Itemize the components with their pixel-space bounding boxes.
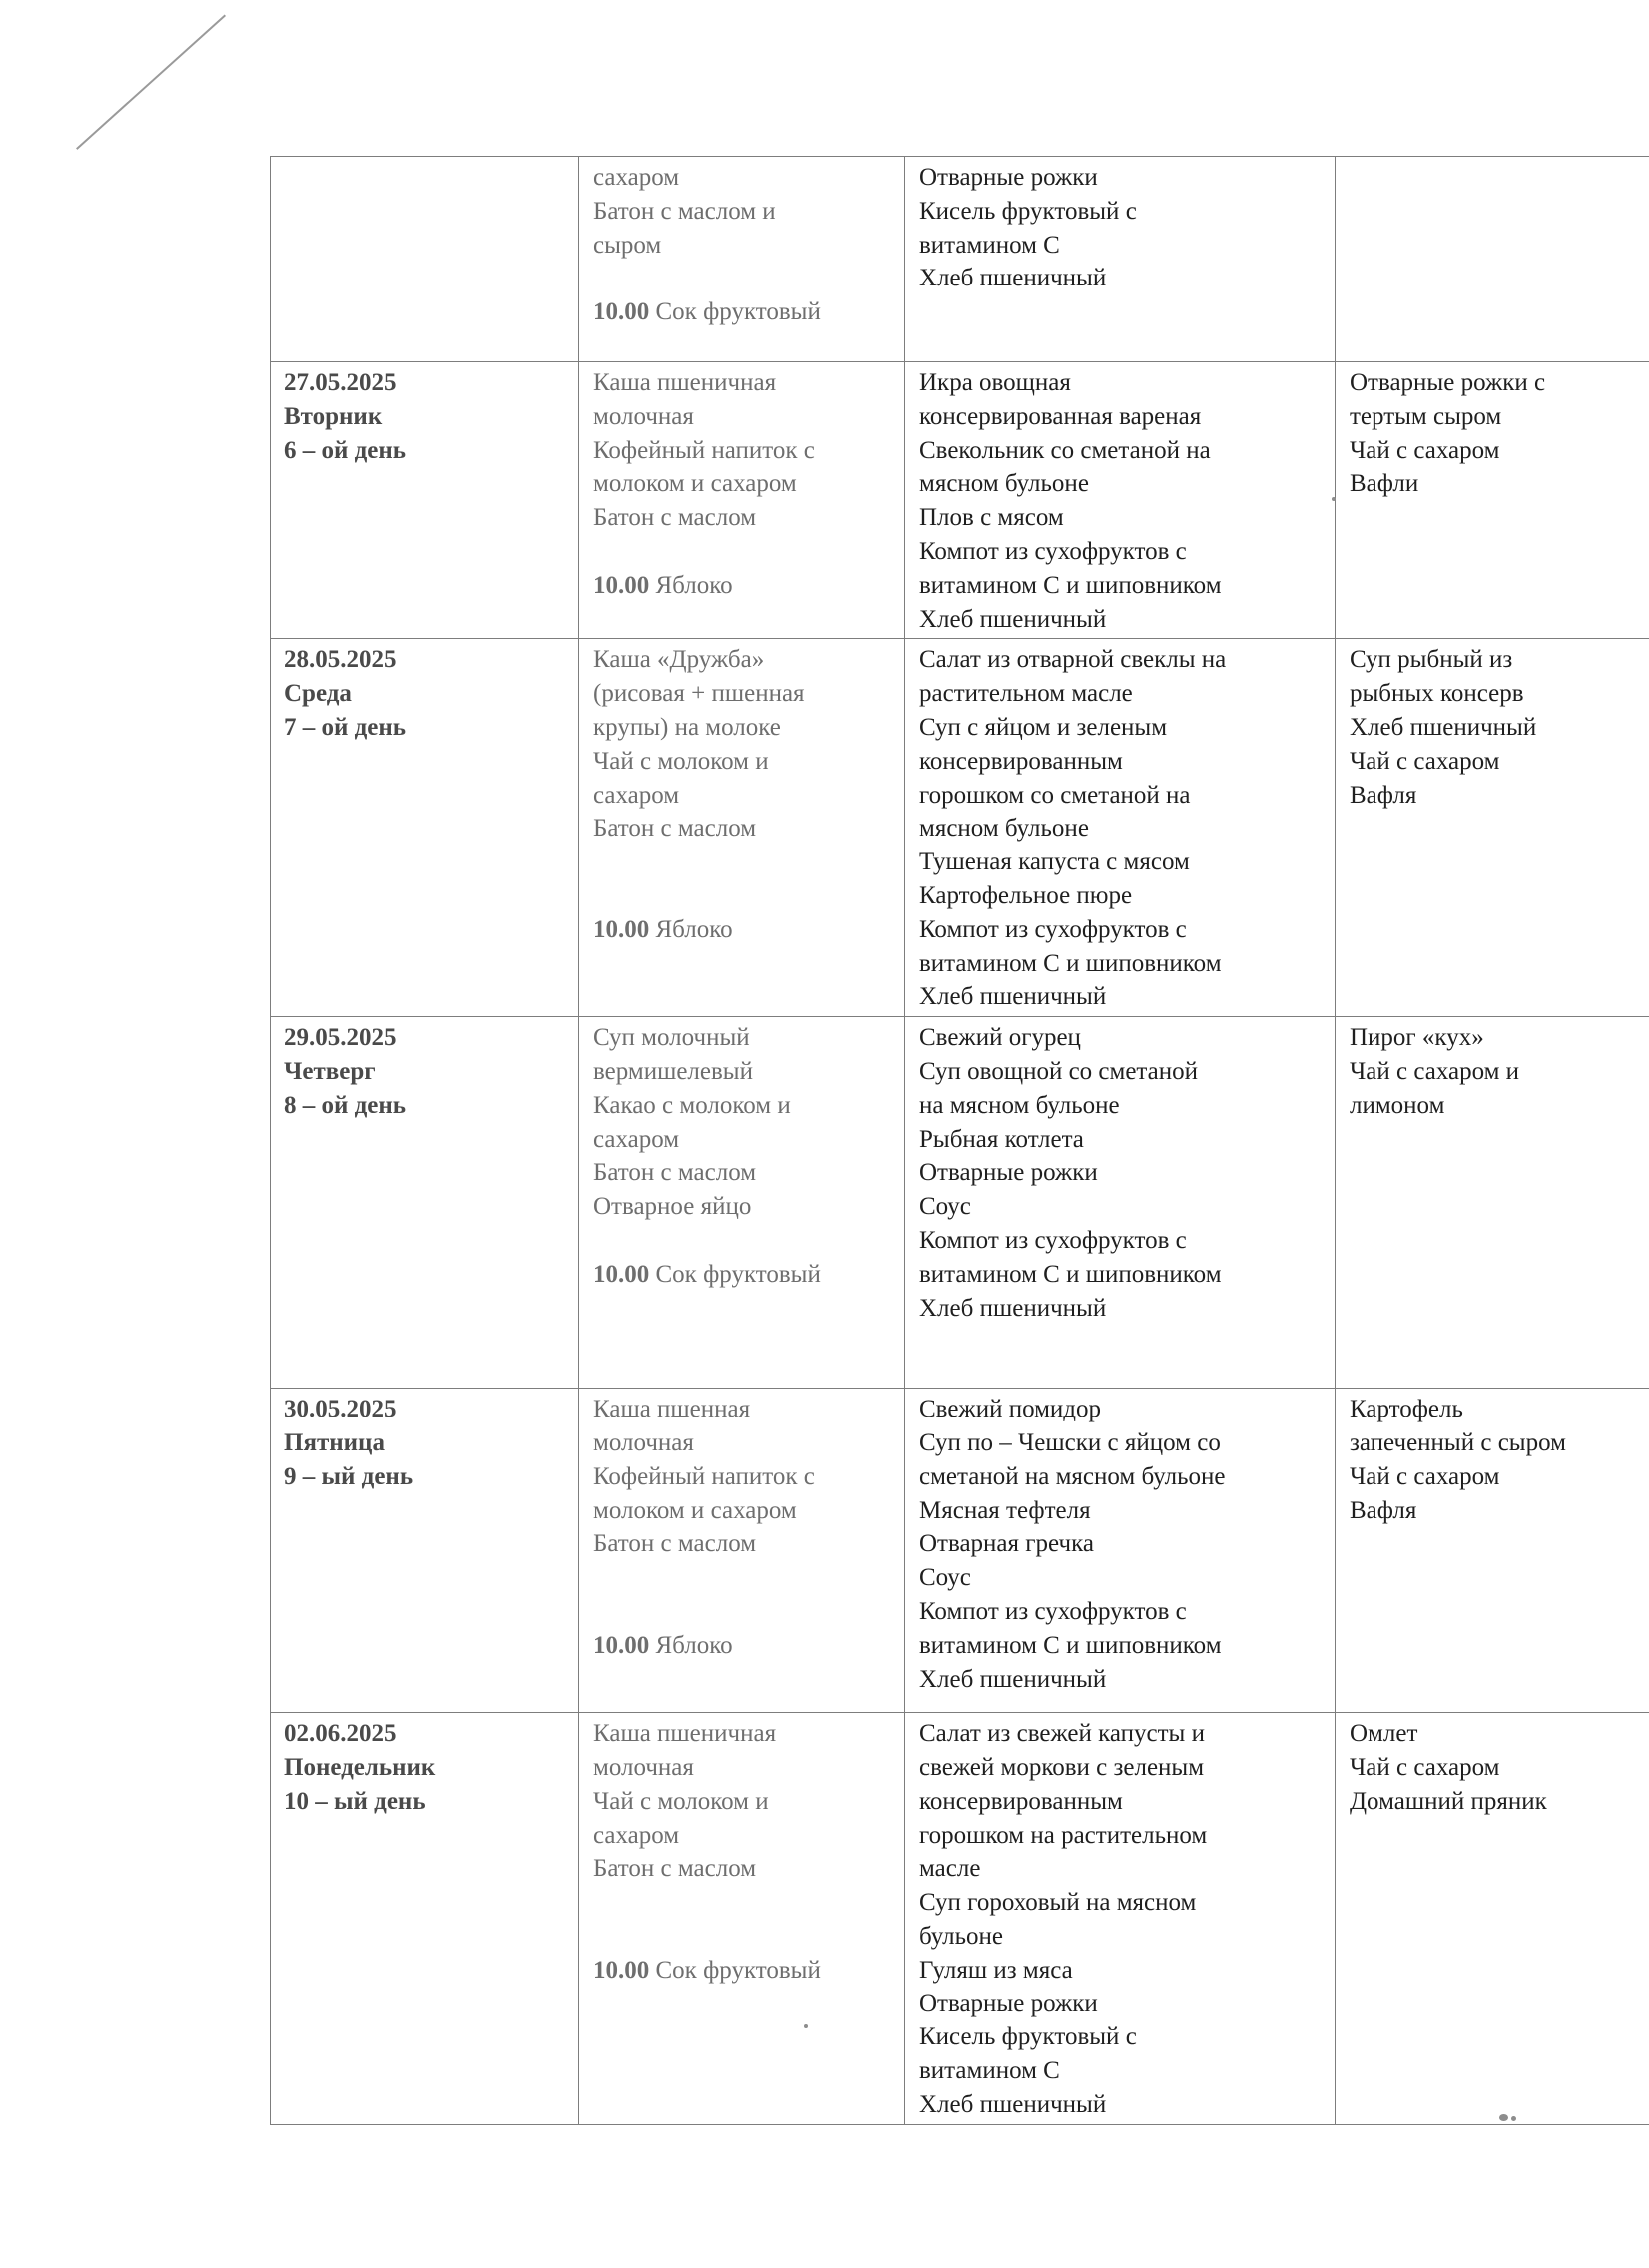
breakfast-line: Чай с молоком и: [593, 747, 769, 775]
lunch-line: Компот из сухофруктов с: [919, 1597, 1187, 1625]
day-cell: [271, 1389, 579, 1713]
snack-item: Яблоко: [655, 915, 733, 943]
lunch-line: Хлеб пшеничный: [919, 605, 1107, 633]
scan-speck: [1499, 2114, 1508, 2121]
menu-row-continuation: [271, 157, 1649, 362]
lunch-line: Отварные рожки: [919, 164, 1098, 191]
lunch-line: витамином С: [919, 231, 1060, 259]
lunch-line: Хлеб пшеничный: [919, 983, 1107, 1011]
breakfast-cell: [579, 1017, 905, 1389]
dinner-line: Вафля: [1350, 781, 1417, 809]
dinner-line: Отварные рожки с: [1350, 369, 1546, 396]
dinner-line: Суп рыбный из: [1350, 646, 1513, 674]
breakfast-line: Каша пшеничная: [593, 1720, 777, 1748]
day-date: 02.06.2025: [284, 1720, 397, 1748]
lunch-line: витамином С и шиповником: [919, 949, 1222, 977]
breakfast-cell: [579, 1713, 905, 2125]
snack-item: Сок фруктовый: [655, 298, 821, 326]
folded-corner: [0, 0, 240, 200]
lunch-line: Суп гороховый на мясном: [919, 1889, 1197, 1917]
breakfast-line: вермишелевый: [593, 1057, 753, 1085]
lunch-line: Суп с яйцом и зеленым: [919, 713, 1168, 741]
dinner-cell: [1336, 1713, 1649, 2125]
lunch-line: Хлеб пшеничный: [919, 1294, 1107, 1322]
lunch-line: Отварные рожки: [919, 1159, 1098, 1187]
menu-table: [270, 156, 1649, 2125]
dinner-line: Чай с сахаром: [1350, 1753, 1500, 1781]
breakfast-line: Суп молочный: [593, 1024, 750, 1052]
lunch-line: горошком со сметаной на: [919, 781, 1191, 809]
breakfast-line: Каша пшенная: [593, 1396, 751, 1423]
lunch-line: Картофельное пюре: [919, 881, 1133, 909]
lunch-line: Салат из свежей капусты и: [919, 1720, 1205, 1748]
dinner-line: запеченный с сыром: [1350, 1428, 1566, 1456]
day-date: 30.05.2025: [284, 1396, 397, 1423]
lunch-line: Соус: [919, 1193, 971, 1221]
day-date: 29.05.2025: [284, 1024, 397, 1052]
day-number: 6 – ой день: [284, 436, 407, 464]
lunch-line: Суп овощной со сметаной: [919, 1057, 1199, 1085]
breakfast-line: Каша пшеничная: [593, 369, 777, 396]
lunch-line: Компот из сухофруктов с: [919, 537, 1187, 565]
lunch-line: консервированным: [919, 747, 1123, 775]
dinner-cell: [1336, 1017, 1649, 1389]
breakfast-line: Батон с маслом: [593, 1159, 757, 1187]
lunch-line: Соус: [919, 1564, 971, 1592]
lunch-line: витамином С и шиповником: [919, 1631, 1222, 1659]
snack-line: [593, 913, 892, 947]
lunch-line: Плов с мясом: [919, 504, 1064, 532]
dinner-line: Чай с сахаром: [1350, 747, 1500, 775]
lunch-line: Кисель фруктовый с: [919, 2023, 1137, 2051]
day-number: 7 – ой день: [284, 713, 407, 741]
lunch-cell: [905, 1389, 1336, 1713]
day-cell: [271, 1017, 579, 1389]
snack-time: 10.00: [593, 1631, 650, 1659]
lunch-line: Компот из сухофруктов с: [919, 915, 1187, 943]
dinner-line: Чай с сахаром: [1350, 1462, 1500, 1490]
dinner-line: Чай с сахаром: [1350, 436, 1500, 464]
breakfast-line: молоком и сахаром: [593, 1496, 797, 1524]
menu-row-27-05: [271, 362, 1649, 639]
lunch-line: масле: [919, 1855, 981, 1883]
breakfast-line: Чай с молоком и: [593, 1787, 769, 1815]
breakfast-cell: [579, 157, 905, 362]
lunch-line: горошком на растительном: [919, 1821, 1208, 1849]
lunch-cell: [905, 362, 1336, 639]
snack-time: 10.00: [593, 298, 650, 326]
snack-line: [593, 1954, 892, 1987]
day-number: 8 – ой день: [284, 1091, 407, 1119]
breakfast-line: молочная: [593, 402, 694, 430]
day-weekday: Вторник: [284, 402, 383, 430]
lunch-line: Рыбная котлета: [919, 1125, 1084, 1153]
dinner-cell: [1336, 157, 1649, 362]
day-weekday: Четверг: [284, 1057, 376, 1085]
breakfast-line: Батон с маслом: [593, 1530, 757, 1558]
scan-speck: [1511, 2116, 1516, 2121]
scan-speck: [804, 2024, 808, 2028]
day-weekday: Среда: [284, 680, 352, 708]
day-cell: [271, 1713, 579, 2125]
snack-line: [593, 569, 892, 603]
menu-row-02-06: [271, 1713, 1649, 2125]
breakfast-line: Каша «Дружба»: [593, 646, 765, 674]
dinner-line: лимоном: [1350, 1091, 1445, 1119]
lunch-line: Компот из сухофруктов с: [919, 1226, 1187, 1254]
breakfast-line: сыром: [593, 231, 662, 259]
dinner-line: Картофель: [1350, 1396, 1463, 1423]
breakfast-line: крупы) на молоке: [593, 713, 781, 741]
day-weekday: Понедельник: [284, 1753, 436, 1781]
menu-row-28-05: [271, 639, 1649, 1017]
day-number: 10 – ый день: [284, 1787, 426, 1815]
dinner-line: Чай с сахаром и: [1350, 1057, 1520, 1085]
lunch-line: Отварная гречка: [919, 1530, 1094, 1558]
lunch-line: мясном бульоне: [919, 815, 1089, 843]
dinner-line: Вафли: [1350, 470, 1419, 498]
dinner-line: Домашний пряник: [1350, 1787, 1547, 1815]
breakfast-line: Батон с маслом и: [593, 197, 776, 225]
breakfast-cell: [579, 1389, 905, 1713]
dinner-cell: [1336, 1389, 1649, 1713]
breakfast-line: сахаром: [593, 781, 680, 809]
snack-line: [593, 1629, 892, 1663]
breakfast-line: сахаром: [593, 164, 680, 191]
snack-time: 10.00: [593, 915, 650, 943]
lunch-line: Мясная тефтеля: [919, 1496, 1091, 1524]
breakfast-cell: [579, 362, 905, 639]
lunch-line: растительном масле: [919, 680, 1133, 708]
snack-time: 10.00: [593, 571, 650, 599]
snack-item: Сок фруктовый: [655, 1260, 821, 1288]
scan-speck: [1332, 497, 1336, 501]
day-date: 28.05.2025: [284, 646, 397, 674]
snack-item: Сок фруктовый: [655, 1956, 821, 1984]
breakfast-line: Батон с маслом: [593, 504, 757, 532]
breakfast-line: молочная: [593, 1753, 694, 1781]
dinner-line: Омлет: [1350, 1720, 1418, 1748]
day-date: 27.05.2025: [284, 369, 397, 396]
breakfast-line: Батон с маслом: [593, 815, 757, 843]
lunch-line: Отварные рожки: [919, 1989, 1098, 2017]
lunch-line: витамином С: [919, 2057, 1060, 2085]
lunch-line: Свежий огурец: [919, 1024, 1081, 1052]
breakfast-line: Кофейный напиток с: [593, 1462, 815, 1490]
breakfast-line: Отварное яйцо: [593, 1193, 752, 1221]
day-weekday: Пятница: [284, 1428, 385, 1456]
lunch-line: Хлеб пшеничный: [919, 1665, 1107, 1693]
lunch-cell: [905, 157, 1336, 362]
breakfast-line: молоком и сахаром: [593, 470, 797, 498]
lunch-line: консервированная вареная: [919, 402, 1202, 430]
menu-row-30-05: [271, 1389, 1649, 1713]
snack-item: Яблоко: [655, 1631, 733, 1659]
lunch-line: Икра овощная: [919, 369, 1071, 396]
dinner-line: Вафля: [1350, 1496, 1417, 1524]
day-cell: [271, 362, 579, 639]
lunch-line: Гуляш из мяса: [919, 1956, 1073, 1984]
breakfast-line: сахаром: [593, 1125, 680, 1153]
lunch-line: мясном бульоне: [919, 470, 1089, 498]
lunch-line: Кисель фруктовый с: [919, 197, 1137, 225]
lunch-line: сметаной на мясном бульоне: [919, 1462, 1226, 1490]
dinner-line: Пирог «кух»: [1350, 1024, 1484, 1052]
lunch-line: бульоне: [919, 1922, 1004, 1950]
breakfast-line: (рисовая + пшенная: [593, 680, 805, 708]
day-number: 9 – ый день: [284, 1462, 414, 1490]
snack-line: [593, 295, 892, 329]
lunch-line: Салат из отварной свеклы на: [919, 646, 1227, 674]
lunch-cell: [905, 639, 1336, 1017]
breakfast-line: Какао с молоком и: [593, 1091, 791, 1119]
menu-row-29-05: [271, 1017, 1649, 1389]
lunch-cell: [905, 1713, 1336, 2125]
snack-item: Яблоко: [655, 571, 733, 599]
lunch-line: Хлеб пшеничный: [919, 265, 1107, 292]
dinner-line: тертым сыром: [1350, 402, 1502, 430]
lunch-line: Свекольник со сметаной на: [919, 436, 1211, 464]
dinner-line: Хлеб пшеничный: [1350, 713, 1537, 741]
lunch-line: витамином С и шиповником: [919, 1260, 1222, 1288]
lunch-line: свежей моркови с зеленым: [919, 1753, 1205, 1781]
breakfast-line: Батон с маслом: [593, 1855, 757, 1883]
dinner-cell: [1336, 362, 1649, 639]
dinner-cell: [1336, 639, 1649, 1017]
snack-line: [593, 1258, 892, 1292]
lunch-line: на мясном бульоне: [919, 1091, 1120, 1119]
breakfast-line: сахаром: [593, 1821, 680, 1849]
dinner-line: рыбных консерв: [1350, 680, 1524, 708]
lunch-line: Свежий помидор: [919, 1396, 1102, 1423]
day-cell: [271, 157, 579, 362]
snack-time: 10.00: [593, 1956, 650, 1984]
day-cell: [271, 639, 579, 1017]
lunch-line: Суп по – Чешски с яйцом со: [919, 1428, 1221, 1456]
breakfast-line: Кофейный напиток с: [593, 436, 815, 464]
breakfast-line: молочная: [593, 1428, 694, 1456]
lunch-line: витамином С и шиповником: [919, 571, 1222, 599]
snack-time: 10.00: [593, 1260, 650, 1288]
lunch-line: Хлеб пшеничный: [919, 2090, 1107, 2118]
lunch-line: Тушеная капуста с мясом: [919, 849, 1190, 876]
lunch-line: консервированным: [919, 1787, 1123, 1815]
breakfast-cell: [579, 639, 905, 1017]
lunch-cell: [905, 1017, 1336, 1389]
